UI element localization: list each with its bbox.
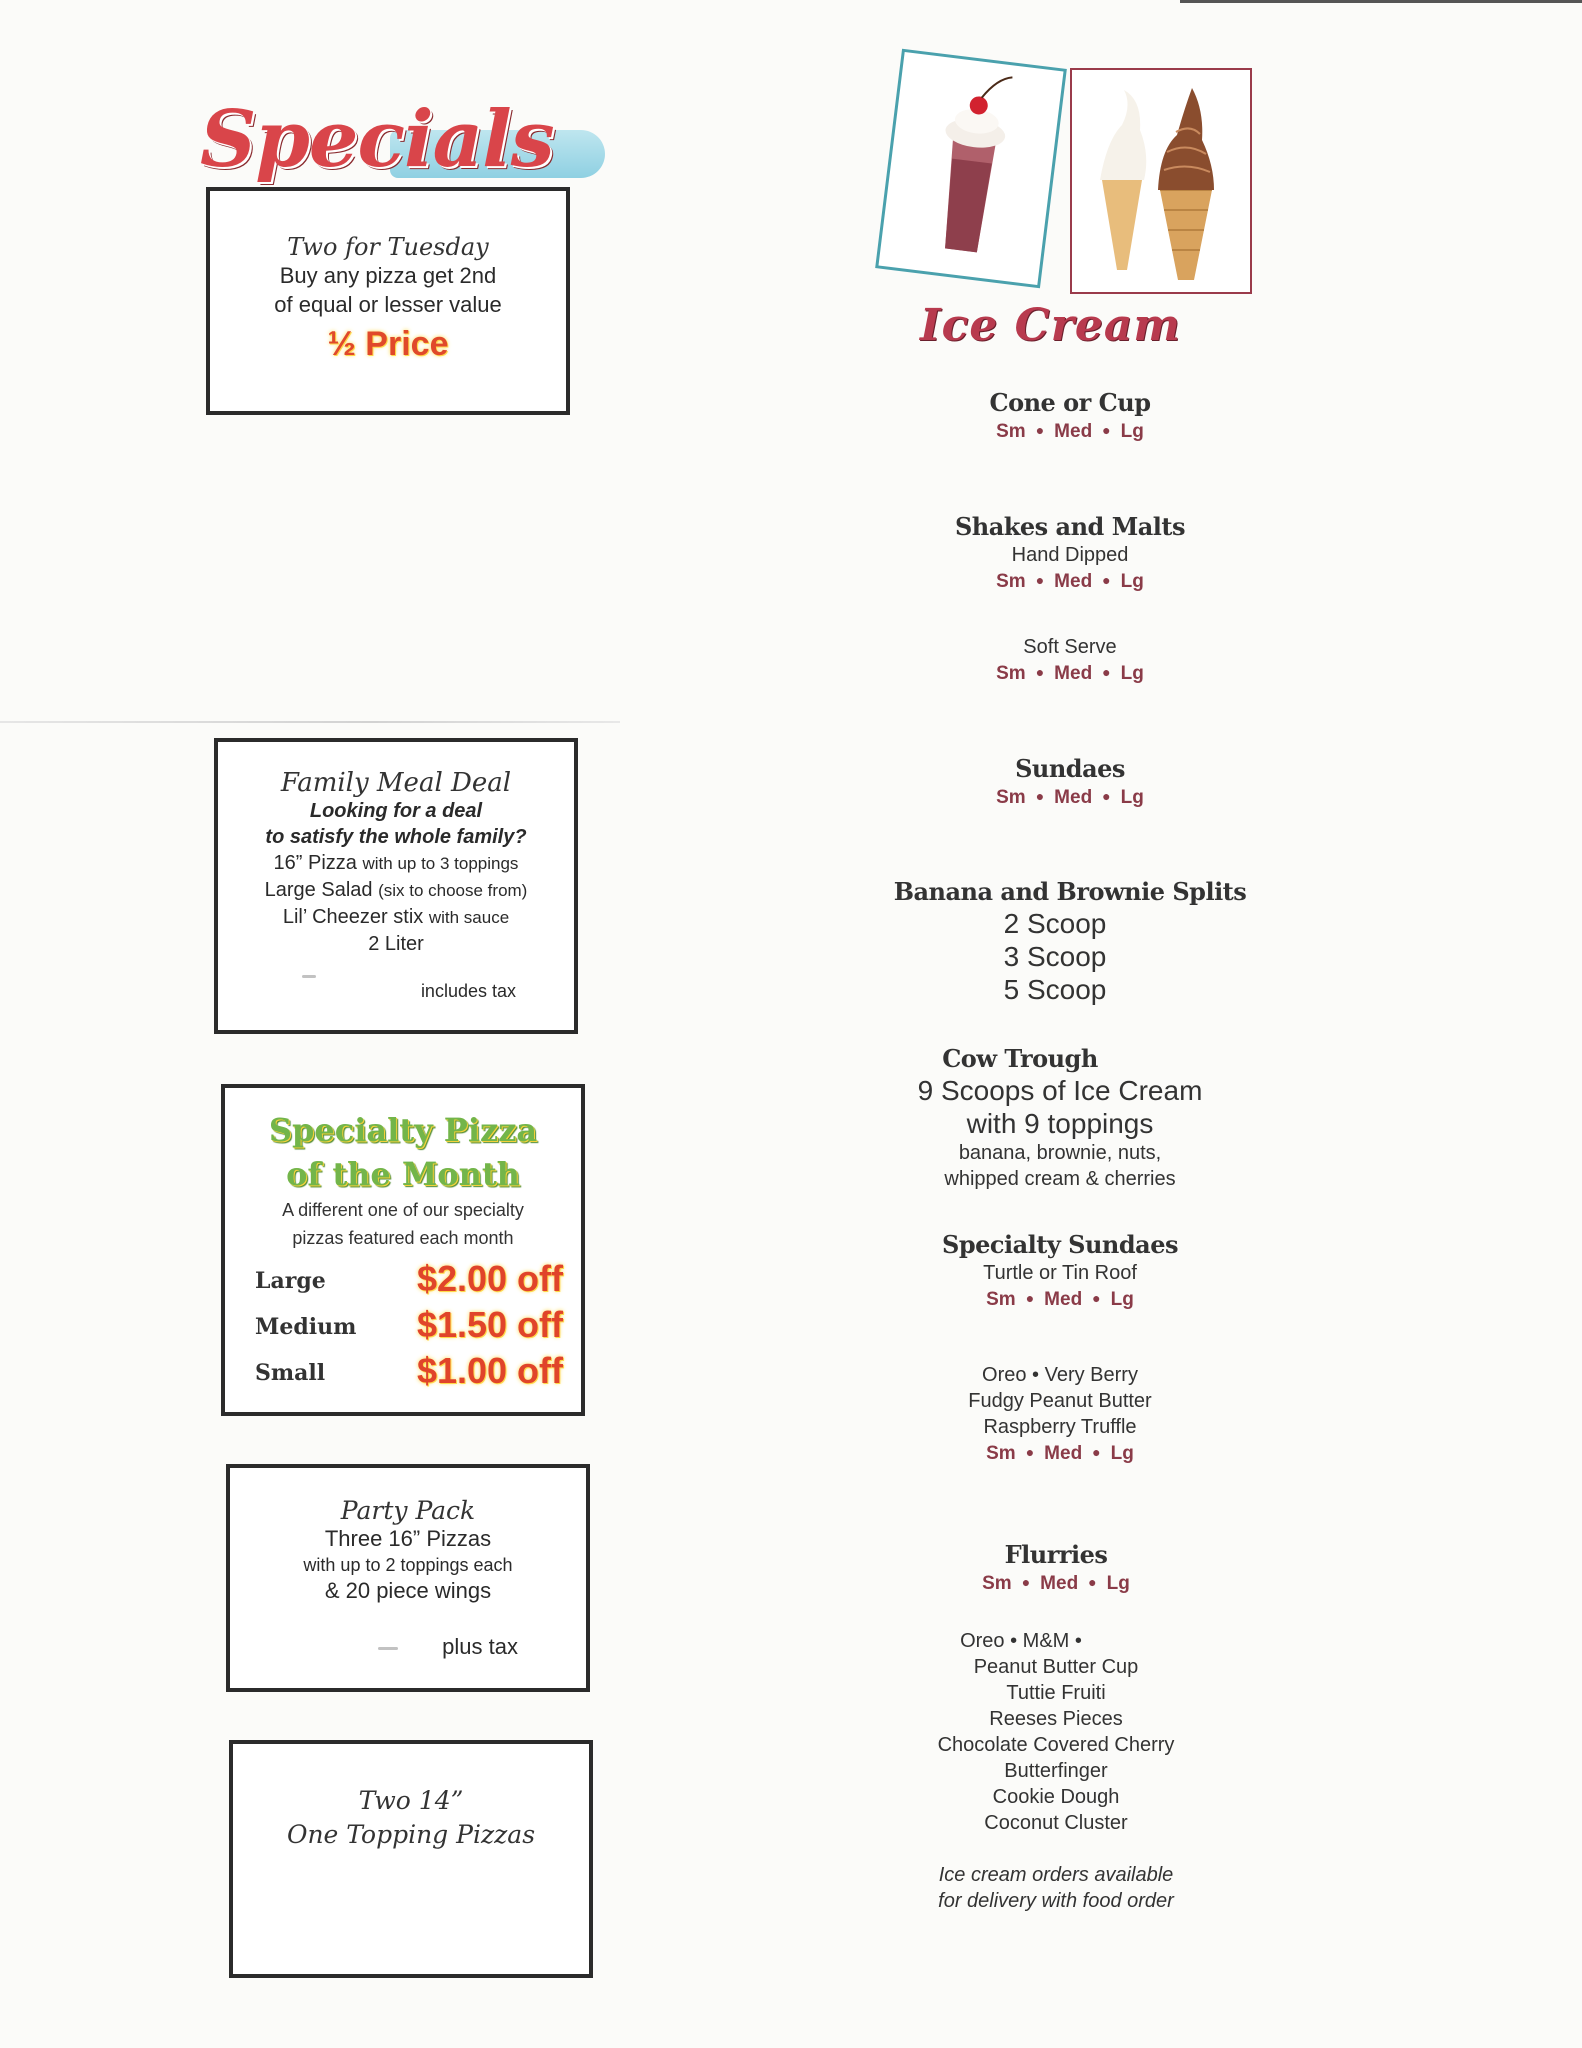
family-item-salad: Large Salad (six to choose from) xyxy=(264,879,528,901)
party-pack-box xyxy=(226,1464,590,1692)
flurry-flavor: Reeses Pieces xyxy=(989,1708,1123,1730)
party-title: Party Pack xyxy=(340,1496,476,1525)
price-value: $2.00 off xyxy=(416,1258,563,1299)
price-row-medium xyxy=(255,1304,563,1348)
scan-edge xyxy=(1180,0,1582,3)
sundae-flavor: Fudgy Peanut Butter xyxy=(968,1390,1152,1412)
family-item-stix: Lil’ Cheezer stix with sauce xyxy=(282,906,510,928)
specialty-desc-line1: A different one of our specialty xyxy=(282,1200,524,1220)
section-title: Banana and Brownie Splits xyxy=(893,877,1247,906)
flurry-flavor: Oreo • M&M • xyxy=(960,1630,1082,1652)
price-row-small xyxy=(255,1350,563,1394)
flurry-flavor: Chocolate Covered Cherry xyxy=(937,1734,1175,1756)
paper-fold-line xyxy=(0,721,620,723)
size-options: Sm ● Med ● Lg xyxy=(996,663,1144,684)
two-14-inch-box xyxy=(229,1740,593,1978)
price-label: Medium xyxy=(255,1314,357,1340)
party-line1: Three 16” Pizzas xyxy=(324,1526,492,1551)
two14-line1: Two 14” xyxy=(358,1786,464,1815)
delivery-note-line1: Ice cream orders available xyxy=(938,1864,1174,1886)
split-option: 5 Scoop xyxy=(1003,974,1107,1005)
party-line2: with up to 2 toppings each xyxy=(303,1555,513,1575)
specialty-sundaes-section xyxy=(860,1230,1260,1466)
scan-speck xyxy=(302,975,316,978)
price-label: Large xyxy=(255,1268,326,1294)
tuesday-title: Two for Tuesday xyxy=(287,233,489,261)
trough-line4: whipped cream & cherries xyxy=(944,1168,1176,1190)
party-tax-note: plus tax xyxy=(442,1634,518,1659)
price-value: $1.50 off xyxy=(416,1304,563,1345)
trough-line2: with 9 toppings xyxy=(966,1108,1154,1139)
price-row-large xyxy=(255,1258,563,1302)
section-title: Sundaes xyxy=(1015,754,1125,783)
two14-line2: One Topping Pizzas xyxy=(286,1820,536,1849)
flurry-flavor: Tuttie Fruiti xyxy=(1006,1682,1106,1704)
sundaes-section xyxy=(870,754,1270,810)
family-item-pizza: 16” Pizza with up to 3 toppings xyxy=(273,852,519,874)
half-price-label: ½ Price xyxy=(327,325,449,363)
flurry-flavor: Peanut Butter Cup xyxy=(973,1656,1139,1678)
family-meal-deal-box xyxy=(214,738,578,1034)
specialty-sundae-sub: Turtle or Tin Roof xyxy=(983,1262,1137,1284)
family-tax-note: includes tax xyxy=(420,981,516,1001)
milkshake-image xyxy=(875,49,1067,289)
sundae-flavor: Oreo • Very Berry xyxy=(982,1364,1138,1386)
flurries-section xyxy=(856,1540,1256,1914)
section-title: Shakes and Malts xyxy=(954,512,1186,541)
size-options: Sm ● Med ● Lg xyxy=(996,421,1144,442)
shakes-malts-section xyxy=(870,512,1270,686)
section-title: Specialty Sundaes xyxy=(941,1230,1178,1259)
delivery-note-line2: for delivery with food order xyxy=(938,1890,1174,1912)
trough-line3: banana, brownie, nuts, xyxy=(958,1142,1162,1164)
section-title: Flurries xyxy=(1004,1540,1108,1569)
party-line3: & 20 piece wings xyxy=(324,1578,492,1603)
tuesday-line1: Buy any pizza get 2nd xyxy=(279,263,497,288)
specialty-desc-line2: pizzas featured each month xyxy=(292,1228,514,1248)
price-value: $1.00 off xyxy=(416,1350,563,1391)
ice-cream-heading: Ice Cream xyxy=(920,300,1181,351)
splits-section xyxy=(870,877,1270,1006)
specialty-title-line2: of the Month xyxy=(286,1155,520,1193)
hand-dipped-label: Hand Dipped xyxy=(1011,544,1129,566)
split-option: 3 Scoop xyxy=(1003,941,1107,972)
family-title: Family Meal Deal xyxy=(280,768,512,798)
tuesday-line2: of equal or lesser value xyxy=(274,292,502,317)
section-title: Cone or Cup xyxy=(989,388,1151,417)
soft-serve-label: Soft Serve xyxy=(1023,636,1117,658)
price-label: Small xyxy=(255,1360,326,1386)
flurry-flavor: Cookie Dough xyxy=(992,1786,1120,1808)
size-options: Sm ● Med ● Lg xyxy=(982,1573,1130,1594)
sundae-flavor: Raspberry Truffle xyxy=(983,1416,1137,1438)
family-item-drink: 2 Liter xyxy=(368,933,424,955)
ice-cream-cone-image xyxy=(1070,68,1252,294)
two-for-tuesday-box xyxy=(206,187,570,415)
size-options: Sm ● Med ● Lg xyxy=(986,1289,1134,1310)
section-title: Cow Trough xyxy=(942,1044,1098,1073)
specialty-pizza-box xyxy=(221,1084,585,1416)
specials-title: Specials xyxy=(200,94,554,185)
family-bold-line2: to satisfy the whole family? xyxy=(265,826,527,848)
cow-trough-section xyxy=(860,1044,1260,1192)
scan-speck xyxy=(378,1647,398,1650)
size-options: Sm ● Med ● Lg xyxy=(996,571,1144,592)
specials-heading xyxy=(200,94,620,190)
cone-or-cup-section xyxy=(870,388,1270,444)
size-options: Sm ● Med ● Lg xyxy=(996,787,1144,808)
family-bold-line1: Looking for a deal xyxy=(309,800,483,822)
split-option: 2 Scoop xyxy=(1003,908,1107,939)
size-options: Sm ● Med ● Lg xyxy=(986,1443,1134,1464)
flurry-flavor: Butterfinger xyxy=(1004,1760,1108,1782)
trough-line1: 9 Scoops of Ice Cream xyxy=(917,1075,1203,1106)
specialty-title-line1: Specialty Pizza xyxy=(268,1111,538,1149)
flurry-flavor: Coconut Cluster xyxy=(984,1812,1128,1834)
